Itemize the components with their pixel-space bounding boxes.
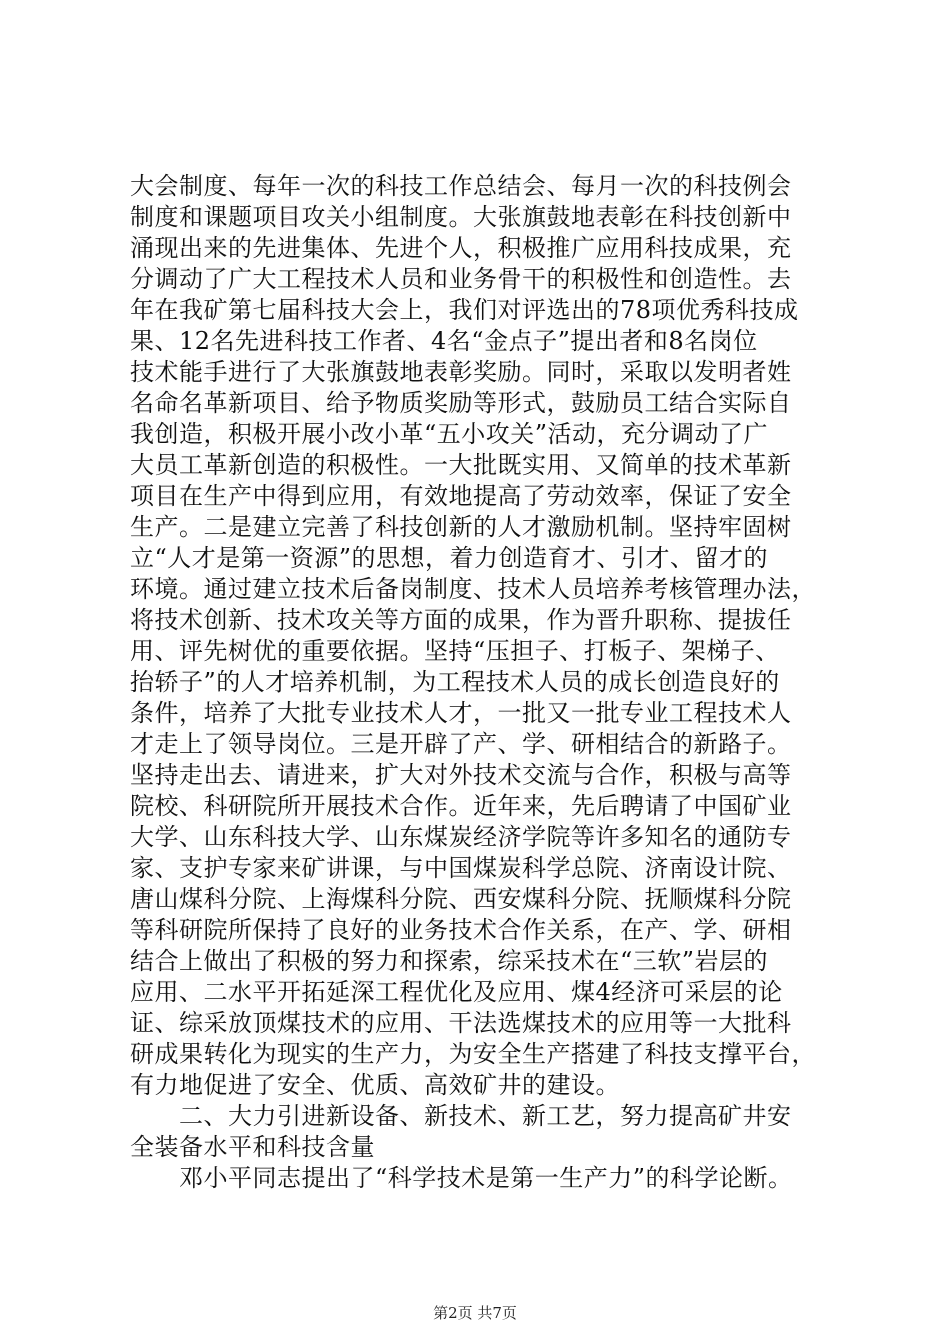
document-body (130, 171, 830, 1194)
text-line: 我创造，积极开展小改小革“五小攻关”活动，充分调动了广 (130, 420, 769, 448)
text-line: 名命名革新项目、给予物质奖励等形式，鼓励员工结合实际自 (130, 389, 792, 417)
text-line: 分调动了广大工程技术人员和业务骨干的积极性和创造性。去 (130, 265, 792, 293)
text-line: 立“人才是第一资源”的思想，着力创造育才、引才、留才的 (130, 544, 769, 572)
text-line: 邓小平同志提出了“科学技术是第一生产力”的科学论断。 (130, 1164, 793, 1192)
page-footer (0, 1303, 950, 1323)
text-line: 唐山煤科分院、上海煤科分院、西安煤科分院、抚顺煤科分院 (130, 885, 792, 913)
text-line: 大学、山东科技大学、山东煤炭经济学院等许多知名的通防专 (130, 823, 792, 851)
text-line: 家、支护专家来矿讲课，与中国煤炭科学总院、济南设计院、 (130, 854, 792, 882)
section-heading-line: 全装备水平和科技含量 (130, 1133, 375, 1161)
text-line: 年在我矿第七届科技大会上，我们对评选出的78项优秀科技成 (130, 296, 799, 324)
text-line: 生产。二是建立完善了科技创新的人才激励机制。坚持牢固树 (130, 513, 792, 541)
text-line: 项目在生产中得到应用，有效地提高了劳动效率，保证了安全 (130, 482, 792, 510)
text-line: 证、综采放顶煤技术的应用、干法选煤技术的应用等一大批科 (130, 1009, 792, 1037)
text-line: 技术能手进行了大张旗鼓地表彰奖励。同时，采取以发明者姓 (130, 358, 792, 386)
text-line: 用、评先树优的重要依据。坚持“压担子、打板子、架梯子、 (130, 637, 780, 665)
text-line: 条件，培养了大批专业技术人才，一批又一批专业工程技术人 (130, 699, 792, 727)
text-line: 应用、二水平开拓延深工程优化及应用、煤4经济可采层的论 (130, 978, 783, 1006)
text-line: 大员工革新创造的积极性。一大批既实用、又简单的技术革新 (130, 451, 792, 479)
text-line: 涌现出来的先进集体、先进个人，积极推广应用科技成果，充 (130, 234, 792, 262)
text-line: 环境。通过建立技术后备岗制度、技术人员培养考核管理办法， (130, 575, 816, 603)
text-line: 院校、科研院所开展技术合作。近年来，先后聘请了中国矿业 (130, 792, 792, 820)
text-line: 结合上做出了积极的努力和探索，综采技术在“三软”岩层的 (130, 947, 769, 975)
text-line: 大会制度、每年一次的科技工作总结会、每月一次的科技例会 (130, 172, 792, 200)
text-line: 有力地促进了安全、优质、高效矿井的建设。 (130, 1071, 620, 1099)
text-line: 才走上了领导岗位。三是开辟了产、学、研相结合的新路子。 (130, 730, 792, 758)
text-line: 抬轿子”的人才培养机制，为工程技术人员的成长创造良好的 (130, 668, 780, 696)
text-line: 果、12名先进科技工作者、4名“金点子”提出者和8名岗位 (130, 327, 758, 355)
text-line: 研成果转化为现实的生产力，为安全生产搭建了科技支撑平台， (130, 1040, 816, 1068)
text-line: 坚持走出去、请进来，扩大对外技术交流与合作，积极与高等 (130, 761, 792, 789)
text-line: 制度和课题项目攻关小组制度。大张旗鼓地表彰在科技创新中 (130, 203, 792, 231)
section-heading-line: 二、大力引进新设备、新技术、新工艺，努力提高矿井安 (130, 1102, 792, 1130)
text-line: 将技术创新、技术攻关等方面的成果，作为晋升职称、提拔任 (130, 606, 792, 634)
page-number-label: 第2页 共7页 (433, 1304, 517, 1322)
text-line: 等科研院所保持了良好的业务技术合作关系，在产、学、研相 (130, 916, 792, 944)
